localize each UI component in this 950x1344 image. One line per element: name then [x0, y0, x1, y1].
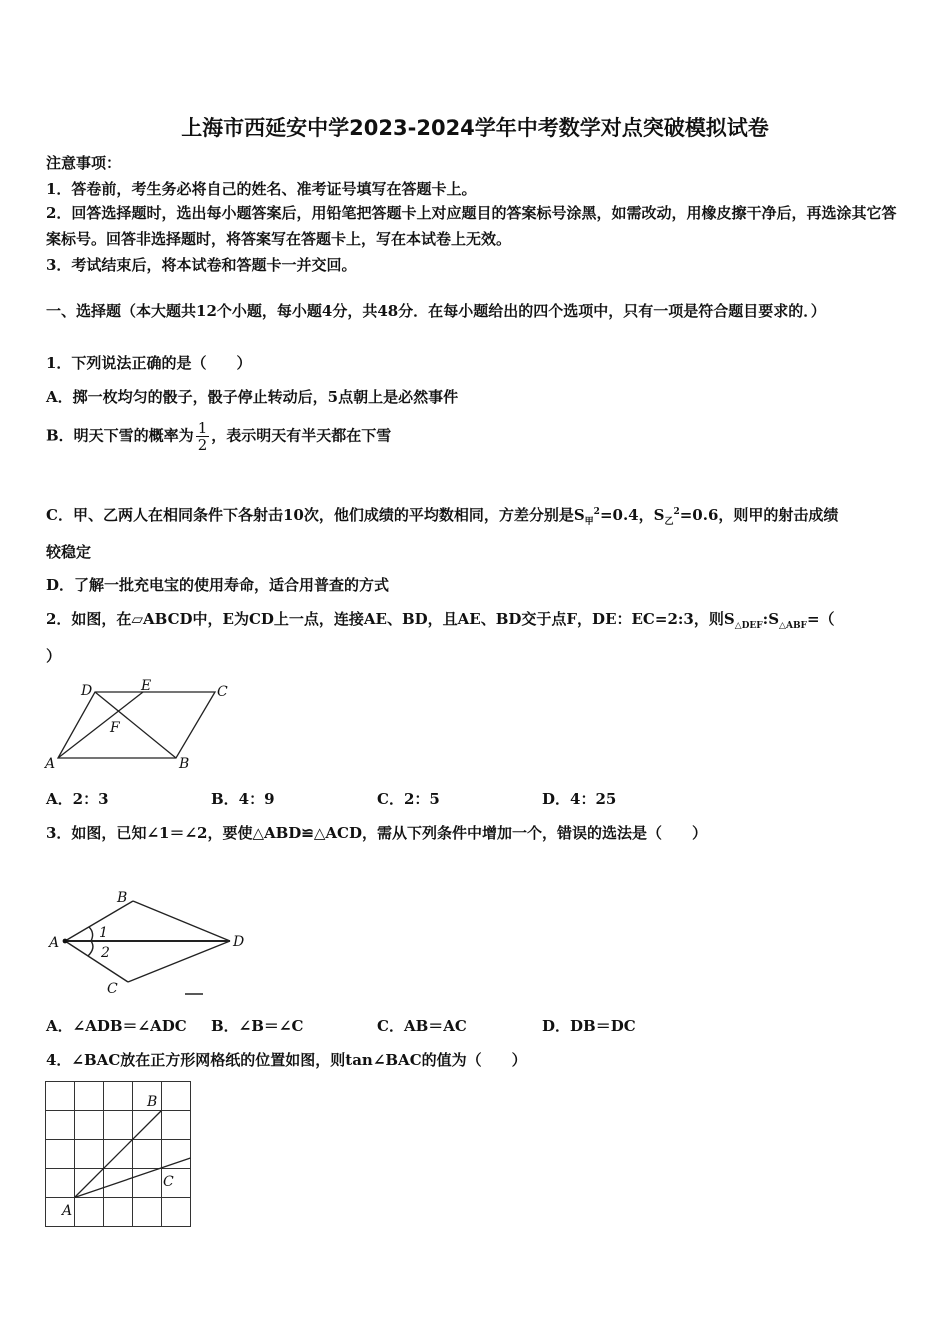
q2-stem-prefix: 2．如图，在▱ABCD中，E为CD上一点，连接AE、BD，且AE、BD交于点F，DE：EC=2:3，则S [46, 610, 735, 628]
fraction-numerator: 1 [197, 419, 208, 437]
area-sub-abf: △ABF [779, 621, 807, 631]
q1-option-d: D．了解一批充电宝的使用寿命，适合用普查的方式 [46, 576, 390, 594]
label-e: E [141, 678, 152, 694]
q1-b-suffix: ，表示明天有半天都在下雪 [211, 426, 392, 445]
q2-stem-continued: ） [46, 647, 62, 665]
q1-b-prefix: B．明天下雪的概率为 [46, 426, 194, 445]
q2-option-d: D．4：25 [542, 790, 617, 808]
q1-option-c-continued: 较稳定 [46, 543, 92, 561]
q2-option-c: C．2：5 [377, 790, 440, 808]
point-a [63, 939, 68, 944]
label-angle-1: 1 [99, 925, 108, 941]
notice-item-3: 3．考试结束后，将本试卷和答题卡一并交回。 [46, 256, 357, 274]
label-b: B [179, 756, 190, 772]
segment-ae [58, 692, 143, 758]
q2-stem-suffix: =（ [806, 610, 835, 628]
q1-stem: 1．下列说法正确的是（ ） [46, 354, 252, 372]
area-sub-def: △DEF [734, 621, 763, 631]
label-b: B [147, 1094, 158, 1110]
fraction-denominator: 2 [197, 436, 208, 454]
notice-item-1: 1．答卷前，考生务必将自己的姓名、准考证号填写在答题卡上。 [46, 180, 477, 198]
q3-option-b: B．∠B＝∠C [211, 1017, 304, 1035]
q1-c-middle: =0.4，S [599, 506, 665, 524]
q1-option-a: A．掷一枚均匀的骰子，骰子停止转动后，5点朝上是必然事件 [46, 388, 459, 406]
q3-option-c: C．AB＝AC [377, 1017, 467, 1035]
q4-stem: 4．∠BAC放在正方形网格纸的位置如图，则tan∠BAC的值为（ ） [46, 1051, 527, 1069]
label-c: C [107, 981, 118, 997]
parallelogram-figure [40, 676, 240, 776]
label-d: D [233, 934, 245, 950]
notice-heading: 注意事项： [46, 154, 122, 172]
label-c: C [163, 1174, 174, 1190]
angle-1-arc [89, 927, 93, 941]
kite-figure [45, 880, 265, 1000]
segment-bd [133, 901, 230, 941]
label-angle-2: 2 [101, 945, 110, 961]
notice-item-2: 2．回答选择题时，选出每小题答案后，用铅笔把答题卡上对应题目的答案标号涂黑，如需改动，用橡皮擦干净后，再选涂其它答案标号。回答非选择题时，将答案写在答题卡上，写在本试卷上无效。 [46, 204, 897, 248]
segment-ac [65, 941, 128, 982]
variance-sub-yi: 乙 [664, 517, 674, 527]
q3-option-a: A．∠ADB＝∠ADC [46, 1017, 187, 1035]
label-c: C [217, 684, 228, 700]
ray-ab [75, 1111, 162, 1198]
grid-figure [44, 1080, 194, 1230]
variance-sub-jia: 甲 [584, 517, 594, 527]
q1-c-prefix: C．甲、乙两人在相同条件下各射击10次，他们成绩的平均数相同，方差分别是S [46, 506, 585, 524]
label-a: A [45, 756, 56, 772]
segment-bd [95, 692, 176, 758]
q2-stem-middle: :S [762, 610, 780, 628]
label-a: A [49, 935, 60, 951]
q1-c-suffix: =0.6，则甲的射击成绩 [679, 506, 839, 524]
angle-2-arc [88, 941, 93, 956]
variance-sup-1: 2 [593, 507, 600, 517]
q2-option-a: A．2：3 [46, 790, 109, 808]
page-title: 上海市西延安中学2023-2024学年中考数学对点突破模拟试卷 [181, 116, 769, 140]
label-b: B [117, 890, 128, 906]
q3-option-d: D．DB＝DC [542, 1017, 636, 1035]
q3-stem: 3．如图，已知∠1＝∠2，要使△ABD≌△ACD，需从下列条件中增加一个，错误的选法是（ ） [46, 824, 707, 842]
one-half-fraction [196, 420, 210, 453]
label-d: D [81, 683, 93, 699]
q1-option-c [46, 504, 838, 527]
q1-option-b [46, 420, 391, 453]
label-f: F [110, 720, 120, 736]
segment-cd [128, 941, 230, 982]
q2-stem [46, 608, 835, 631]
label-a: A [62, 1203, 73, 1219]
section-heading: 一、选择题（本大题共12个小题，每小题4分，共48分．在每小题给出的四个选项中，只有一项是符合题目要求的．） [46, 302, 826, 320]
q2-option-b: B．4：9 [211, 790, 275, 808]
variance-sup-2: 2 [673, 507, 680, 517]
